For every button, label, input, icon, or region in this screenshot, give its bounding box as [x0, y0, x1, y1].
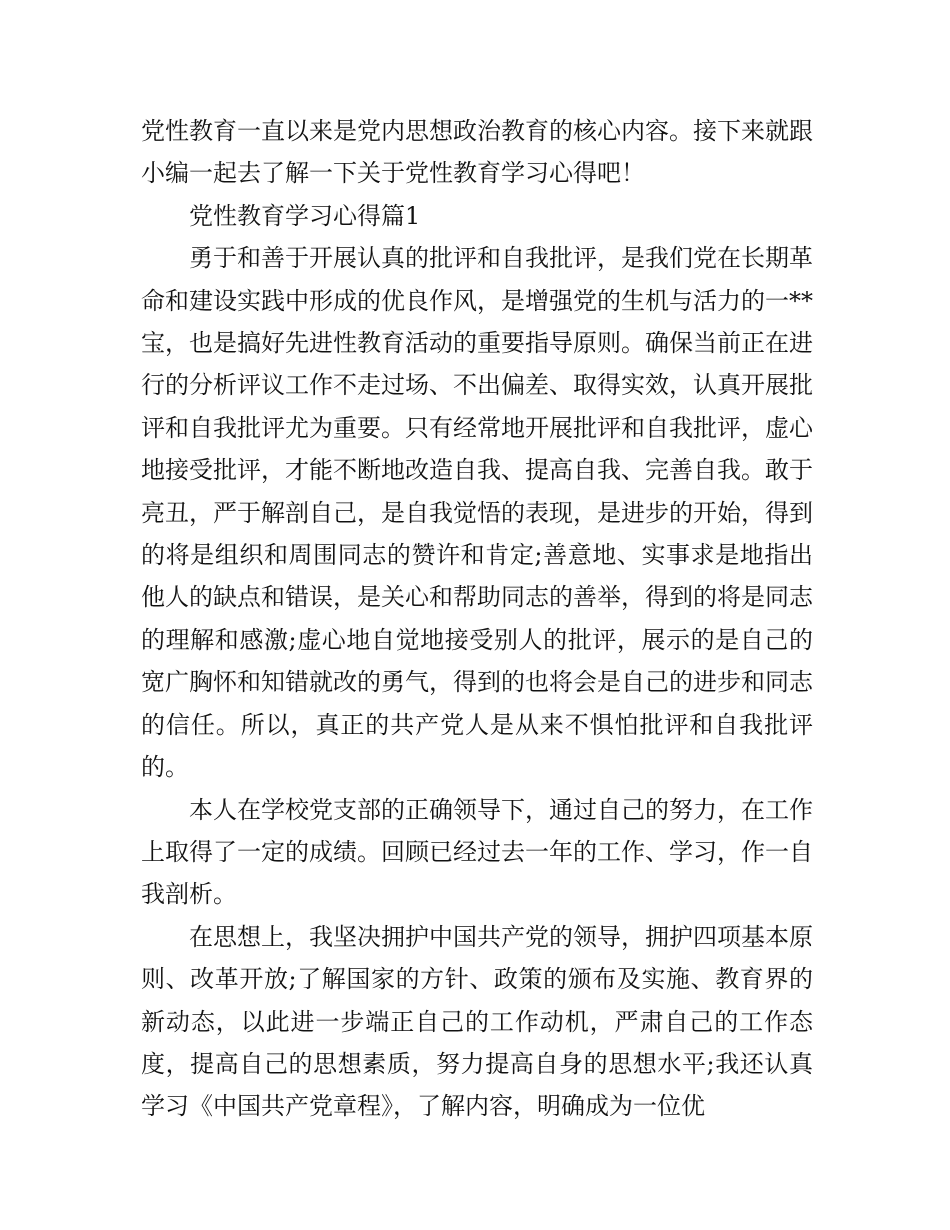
intro-paragraph: 党性教育一直以来是党内思想政治教育的核心内容。接下来就跟小编一起去了解一下关于党性教育学习心得吧！: [141, 117, 813, 188]
section-title: 党性教育学习心得篇1: [189, 201, 421, 230]
document-body: [141, 110, 813, 1128]
body-paragraph-1: 勇于和善于开展认真的批评和自我批评，是我们党在长期革命和建设实践中形成的优良作风，是增强党的生机与活力的一**宝，也是搞好先进性教育活动的重要指导原则。确保当前正在进行的分析评议工作不走过场、不出偏差、取得实效，认真开展批评和自我批评尤为重要。只有经常地开展批评和自我批评，虚心地接受批评，才能不断地改造自我、提高自我、完善自我。敢于亮丑，严于解剖自己，是自我觉悟的表现，是进步的开始，得到的将是组织和周围同志的赞许和肯定;善意地、实事求是地指出他人的缺点和错误，是关心和帮助同志的善举，得到的将是同志的理解和感激;虚心地自觉地接受别人的批评，展示的是自己的宽广胸怀和知错就改的勇气，得到的也将会是自己的进步和同志的信任。所以，真正的共产党人是从来不惧怕批评和自我批评的。: [141, 244, 813, 782]
body-paragraph-3: 在思想上，我坚决拥护中国共产党的领导，拥护四项基本原则、改革开放;了解国家的方针、政策的颁布及实施、教育界的新动态，以此进一步端正自己的工作动机，严肃自己的工作态度，提高自己的思想素质，努力提高自身的思想水平;我还认真学习《中国共产党章程》，了解内容，明确成为一位优: [141, 922, 813, 1121]
body-paragraph-2: 本人在学校党支部的正确领导下，通过自己的努力，在工作上取得了一定的成绩。回顾已经过去一年的工作、学习，作一自我剖析。: [141, 795, 813, 909]
